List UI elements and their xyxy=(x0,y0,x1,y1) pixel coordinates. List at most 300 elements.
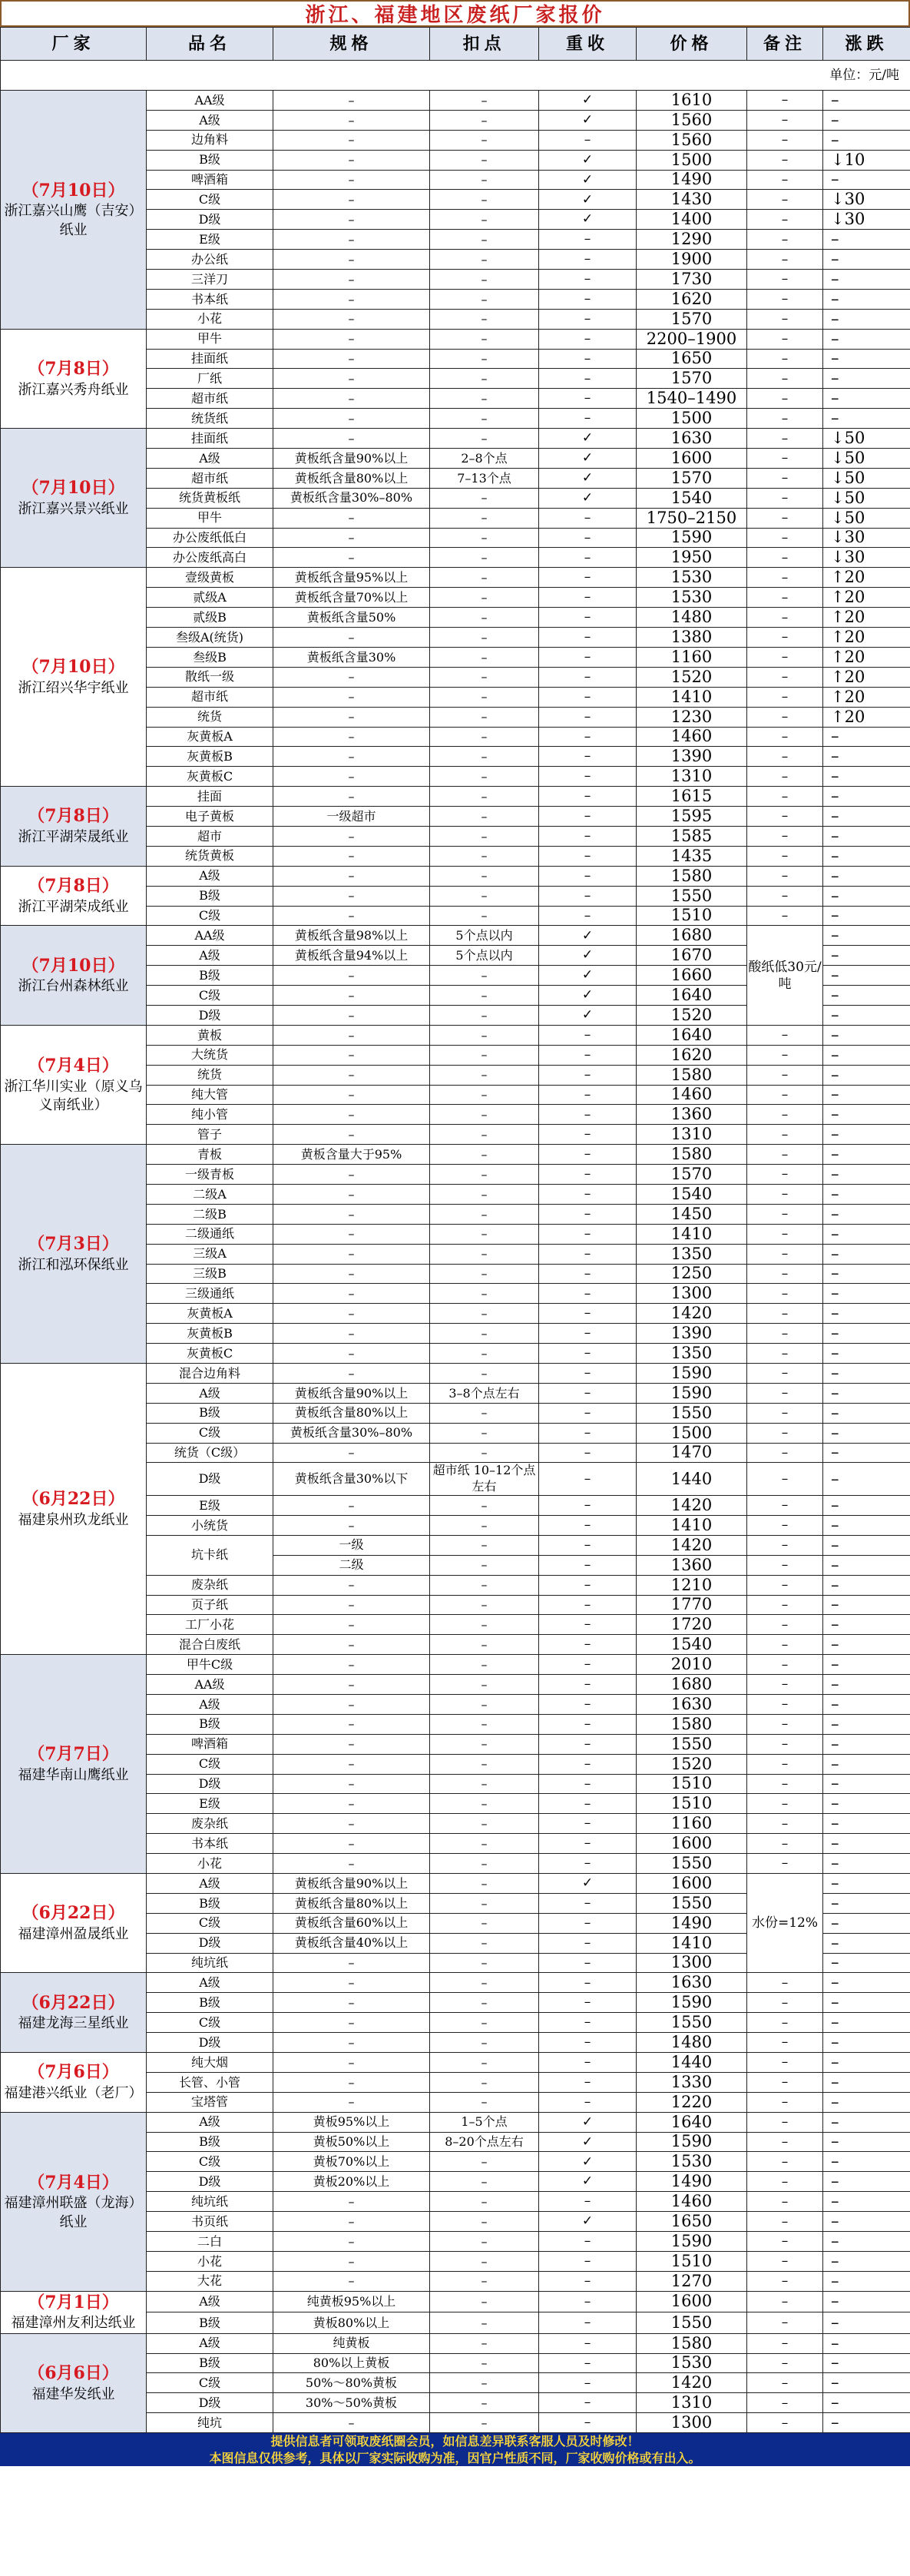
deduction-cell: – xyxy=(430,1873,539,1893)
reweigh-cell: ✓ xyxy=(539,210,637,230)
product-cell: 纯大烟 xyxy=(147,2052,273,2072)
company-date: （7月4日） xyxy=(28,1055,119,1076)
spec-cell: – xyxy=(273,429,430,449)
change-cell: – xyxy=(823,727,910,747)
reweigh-cell: – xyxy=(539,1423,637,1443)
spec-cell: – xyxy=(273,1443,430,1463)
product-cell: 办公废纸低白 xyxy=(147,528,273,548)
remark-cell: – xyxy=(747,210,823,230)
change-cell: ↑20 xyxy=(823,568,910,588)
reweigh-cell: – xyxy=(539,2393,637,2413)
change-cell: – xyxy=(823,409,910,429)
product-cell: C级 xyxy=(147,986,273,1006)
reweigh-cell: – xyxy=(539,1264,637,1284)
product-cell: C级 xyxy=(147,1423,273,1443)
reweigh-cell: – xyxy=(539,2033,637,2053)
reweigh-cell: – xyxy=(539,747,637,767)
spec-cell: – xyxy=(273,747,430,767)
change-cell: – xyxy=(823,369,910,389)
product-cell: 挂面纸 xyxy=(147,349,273,369)
company-date: （7月1日） xyxy=(28,2292,119,2312)
remark-cell: – xyxy=(747,270,823,290)
deduction-cell: – xyxy=(430,1515,539,1535)
price-cell: 1590 xyxy=(637,1993,747,2013)
unit-label: 单位：元/吨 xyxy=(1,61,910,91)
reweigh-cell: – xyxy=(539,548,637,568)
reweigh-cell: ✓ xyxy=(539,2212,637,2232)
reweigh-cell: – xyxy=(539,687,637,707)
company-name: 福建华南山鹰纸业 xyxy=(18,1766,129,1783)
price-cell: 1520 xyxy=(637,667,747,687)
spec-cell: – xyxy=(273,2212,430,2232)
reweigh-cell: – xyxy=(539,1675,637,1695)
change-cell: – xyxy=(823,1913,910,1933)
price-cell: 1540 xyxy=(637,1635,747,1655)
deduction-cell: – xyxy=(430,1595,539,1615)
price-cell: 1460 xyxy=(637,2192,747,2212)
price-cell: 1440 xyxy=(637,1463,747,1496)
product-cell: B级 xyxy=(147,1403,273,1423)
reweigh-cell: – xyxy=(539,1854,637,1874)
reweigh-cell: – xyxy=(539,329,637,349)
reweigh-cell: – xyxy=(539,1953,637,1973)
change-cell: ↓50 xyxy=(823,508,910,528)
reweigh-cell: – xyxy=(539,1694,637,1714)
reweigh-cell: – xyxy=(539,647,637,667)
change-cell: – xyxy=(823,1953,910,1973)
company-name: 浙江平湖荣成纸业 xyxy=(18,898,129,915)
company-cell xyxy=(1,1025,147,1144)
deduction-cell: – xyxy=(430,1615,539,1635)
change-cell: – xyxy=(823,1204,910,1224)
remark-cell: – xyxy=(747,2251,823,2271)
deduction-cell: – xyxy=(430,2291,539,2312)
product-cell: E级 xyxy=(147,1496,273,1516)
spec-cell: – xyxy=(273,707,430,727)
price-cell: 1640 xyxy=(637,1025,747,1045)
deduction-cell: 2–8个点 xyxy=(430,449,539,469)
reweigh-cell: – xyxy=(539,1383,637,1403)
remark-cell: – xyxy=(747,309,823,329)
reweigh-cell: ✓ xyxy=(539,2152,637,2172)
remark-cell: – xyxy=(747,1184,823,1204)
reweigh-cell: – xyxy=(539,369,637,389)
product-cell: 厂纸 xyxy=(147,369,273,389)
price-cell: 1510 xyxy=(637,906,747,926)
table-row xyxy=(1,329,910,349)
change-cell: – xyxy=(823,2132,910,2152)
deduction-cell: – xyxy=(430,966,539,986)
price-cell: 1530 xyxy=(637,588,747,608)
price-cell: 1330 xyxy=(637,2072,747,2092)
reweigh-cell: ✓ xyxy=(539,429,637,449)
table-row xyxy=(1,2052,910,2072)
price-cell: 1580 xyxy=(637,866,747,886)
product-cell: 甲牛 xyxy=(147,329,273,349)
price-cell: 1770 xyxy=(637,1595,747,1615)
deduction-cell: – xyxy=(430,1973,539,1993)
price-cell: 1500 xyxy=(637,1423,747,1443)
deduction-cell: – xyxy=(430,548,539,568)
reweigh-cell: – xyxy=(539,1714,637,1734)
price-cell: 1615 xyxy=(637,787,747,807)
reweigh-cell: ✓ xyxy=(539,110,637,130)
remark-cell: – xyxy=(747,1344,823,1364)
reweigh-cell: – xyxy=(539,1443,637,1463)
change-cell: – xyxy=(823,1105,910,1125)
spec-cell: – xyxy=(273,210,430,230)
deduction-cell: – xyxy=(430,1324,539,1344)
product-cell: B级 xyxy=(147,1893,273,1913)
reweigh-cell: – xyxy=(539,1364,637,1384)
remark-cell: – xyxy=(747,1244,823,1264)
remark-cell: – xyxy=(747,1125,823,1145)
deduction-cell: 1–5个点 xyxy=(430,2112,539,2132)
product-cell: C级 xyxy=(147,906,273,926)
header-change: 涨跌 xyxy=(823,28,910,61)
product-cell: 挂面 xyxy=(147,787,273,807)
price-cell: 1670 xyxy=(637,946,747,966)
deduction-cell: – xyxy=(430,608,539,628)
spec-cell: – xyxy=(273,1085,430,1105)
remark-cell: 水份=12% xyxy=(747,1873,823,1972)
reweigh-cell: – xyxy=(539,1125,637,1145)
reweigh-cell: – xyxy=(539,1893,637,1913)
remark-cell: – xyxy=(747,886,823,906)
deduction-cell: – xyxy=(430,2251,539,2271)
spec-cell: – xyxy=(273,1165,430,1185)
price-cell: 1490 xyxy=(637,170,747,190)
remark-cell: – xyxy=(747,1204,823,1224)
company-date: （7月6日） xyxy=(28,2062,119,2083)
spec-cell: 50%～80%黄板 xyxy=(273,2373,430,2393)
deduction-cell: – xyxy=(430,1496,539,1516)
price-cell: 1500 xyxy=(637,409,747,429)
change-cell: – xyxy=(823,2353,910,2373)
deduction-cell: – xyxy=(430,1423,539,1443)
deduction-cell: 5个点以内 xyxy=(430,946,539,966)
company-cell xyxy=(1,568,147,787)
product-cell: 混合白废纸 xyxy=(147,1635,273,1655)
deduction-cell: – xyxy=(430,2052,539,2072)
remark-cell: – xyxy=(747,329,823,349)
spec-cell: 黄板纸含量90%以上 xyxy=(273,1383,430,1403)
deduction-cell: – xyxy=(430,826,539,846)
remark-cell: – xyxy=(747,747,823,767)
product-cell: B级 xyxy=(147,966,273,986)
deduction-cell: – xyxy=(430,906,539,926)
deduction-cell: – xyxy=(430,1635,539,1655)
reweigh-cell: – xyxy=(539,807,637,827)
spec-cell: – xyxy=(273,1065,430,1085)
company-date: （7月7日） xyxy=(28,1744,119,1765)
table-row xyxy=(1,866,910,886)
spec-cell: – xyxy=(273,2413,430,2433)
price-cell: 1550 xyxy=(637,1854,747,1874)
price-cell: 1630 xyxy=(637,429,747,449)
product-cell: 纯坑纸 xyxy=(147,1953,273,1973)
change-cell: ↓30 xyxy=(823,210,910,230)
spec-cell: – xyxy=(273,250,430,270)
company-name: 浙江绍兴华宇纸业 xyxy=(18,679,129,696)
deduction-cell: – xyxy=(430,1085,539,1105)
change-cell: – xyxy=(823,767,910,787)
change-cell: – xyxy=(823,2192,910,2212)
change-cell: – xyxy=(823,130,910,150)
product-cell: 宝塔管 xyxy=(147,2092,273,2112)
product-cell: 纯大管 xyxy=(147,1085,273,1105)
reweigh-cell: – xyxy=(539,2072,637,2092)
remark-cell: – xyxy=(747,707,823,727)
company-cell xyxy=(1,2291,147,2333)
price-cell: 1420 xyxy=(637,1535,747,1555)
product-cell: 纯坑 xyxy=(147,2413,273,2433)
product-cell: 一级青板 xyxy=(147,1165,273,1185)
reweigh-cell: – xyxy=(539,1515,637,1535)
product-cell: A级 xyxy=(147,866,273,886)
spec-cell: – xyxy=(273,1105,430,1125)
change-cell: – xyxy=(823,1145,910,1165)
unit-row xyxy=(1,61,910,91)
reweigh-cell: ✓ xyxy=(539,966,637,986)
price-cell: 1420 xyxy=(637,2373,747,2393)
spec-cell: – xyxy=(273,170,430,190)
remark-cell: – xyxy=(747,2132,823,2152)
change-cell: – xyxy=(823,1065,910,1085)
product-cell: 啤酒箱 xyxy=(147,170,273,190)
change-cell: – xyxy=(823,2393,910,2413)
reweigh-cell: – xyxy=(539,1304,637,1324)
company-cell xyxy=(1,2333,147,2432)
change-cell: – xyxy=(823,2112,910,2132)
change-cell: – xyxy=(823,1383,910,1403)
remark-cell: – xyxy=(747,866,823,886)
deduction-cell: – xyxy=(430,1814,539,1834)
remark-cell: – xyxy=(747,1973,823,1993)
change-cell: ↓30 xyxy=(823,548,910,568)
table-row xyxy=(1,787,910,807)
remark-cell: – xyxy=(747,1734,823,1754)
product-cell: 工厂小花 xyxy=(147,1615,273,1635)
change-cell: – xyxy=(823,1085,910,1105)
remark-cell: – xyxy=(747,1754,823,1774)
spec-cell: – xyxy=(273,130,430,150)
product-cell: 灰黄板B xyxy=(147,747,273,767)
change-cell: ↓50 xyxy=(823,429,910,449)
price-cell: 1640 xyxy=(637,986,747,1006)
remark-cell: – xyxy=(747,1224,823,1244)
price-cell: 1560 xyxy=(637,110,747,130)
product-cell: 小花 xyxy=(147,2251,273,2271)
price-cell: 1595 xyxy=(637,807,747,827)
reweigh-cell: – xyxy=(539,1065,637,1085)
change-cell: – xyxy=(823,1595,910,1615)
change-cell: – xyxy=(823,349,910,369)
remark-cell: – xyxy=(747,2072,823,2092)
product-cell: 废杂纸 xyxy=(147,1814,273,1834)
deduction-cell: – xyxy=(430,1304,539,1324)
spec-cell: – xyxy=(273,409,430,429)
product-cell: B级 xyxy=(147,1993,273,2013)
price-cell: 1620 xyxy=(637,289,747,309)
reweigh-cell: – xyxy=(539,767,637,787)
change-cell: – xyxy=(823,389,910,409)
spec-cell: 二级 xyxy=(273,1555,430,1575)
price-cell: 1410 xyxy=(637,1933,747,1953)
price-cell: 1510 xyxy=(637,1794,747,1814)
header-row xyxy=(1,28,910,61)
reweigh-cell: – xyxy=(539,1085,637,1105)
deduction-cell: – xyxy=(430,2192,539,2212)
change-cell: – xyxy=(823,1535,910,1555)
table-row xyxy=(1,1973,910,1993)
change-cell: – xyxy=(823,1515,910,1535)
change-cell: – xyxy=(823,986,910,1006)
reweigh-cell: – xyxy=(539,1814,637,1834)
spec-cell: – xyxy=(273,1515,430,1535)
change-cell: – xyxy=(823,309,910,329)
deduction-cell: – xyxy=(430,250,539,270)
price-cell: 1410 xyxy=(637,1515,747,1535)
company-name: 福建港兴纸业（老厂） xyxy=(4,2085,143,2102)
company-date: （6月6日） xyxy=(28,2362,119,2383)
product-cell: 黄板 xyxy=(147,1025,273,1045)
reweigh-cell: ✓ xyxy=(539,190,637,210)
deduction-cell: – xyxy=(430,687,539,707)
remark-cell: – xyxy=(747,409,823,429)
spec-cell: – xyxy=(273,866,430,886)
footer-line-2: 本图信息仅供参考，具体以厂家实际收购为准，因官户性质不同，厂家收购价格或有出入。 xyxy=(209,2450,701,2465)
price-cell: 1620 xyxy=(637,1045,747,1065)
price-cell: 2200–1900 xyxy=(637,329,747,349)
price-cell: 1270 xyxy=(637,2271,747,2291)
spec-cell: – xyxy=(273,1834,430,1854)
spec-cell: 黄板纸含量94%以上 xyxy=(273,946,430,966)
deduction-cell: – xyxy=(430,2072,539,2092)
product-cell: B级 xyxy=(147,150,273,170)
product-cell: 挂面纸 xyxy=(147,429,273,449)
deduction-cell: – xyxy=(430,389,539,409)
reweigh-cell: – xyxy=(539,846,637,866)
spec-cell: 黄板纸含量30%–80% xyxy=(273,488,430,508)
product-cell: C级 xyxy=(147,2152,273,2172)
change-cell: – xyxy=(823,826,910,846)
deduction-cell: – xyxy=(430,1754,539,1774)
reweigh-cell: – xyxy=(539,1834,637,1854)
spec-cell: – xyxy=(273,1364,430,1384)
change-cell: – xyxy=(823,1834,910,1854)
company-name: 浙江嘉兴山鹰（吉安）纸业 xyxy=(4,203,143,238)
change-cell: – xyxy=(823,2413,910,2433)
deduction-cell: – xyxy=(430,2393,539,2413)
deduction-cell: – xyxy=(430,628,539,648)
price-cell: 1540 xyxy=(637,488,747,508)
price-cell: 1380 xyxy=(637,628,747,648)
spec-cell: – xyxy=(273,767,430,787)
change-cell: – xyxy=(823,1675,910,1695)
header-spec: 规格 xyxy=(273,28,430,61)
deduction-cell: – xyxy=(430,846,539,866)
product-cell: 管子 xyxy=(147,1125,273,1145)
reweigh-cell: – xyxy=(539,1463,637,1496)
product-cell: 边角料 xyxy=(147,130,273,150)
reweigh-cell: – xyxy=(539,2251,637,2271)
reweigh-cell: – xyxy=(539,826,637,846)
product-cell: 二白 xyxy=(147,2232,273,2252)
product-cell: B级 xyxy=(147,2353,273,2373)
table-row xyxy=(1,1364,910,1384)
change-cell: ↑20 xyxy=(823,608,910,628)
change-cell: – xyxy=(823,1873,910,1893)
change-cell: – xyxy=(823,1615,910,1635)
change-cell: – xyxy=(823,926,910,946)
product-cell: 二级B xyxy=(147,1204,273,1224)
change-cell: – xyxy=(823,2251,910,2271)
spec-cell: 80%以上黄板 xyxy=(273,2353,430,2373)
product-cell: 超市 xyxy=(147,826,273,846)
spec-cell: – xyxy=(273,886,430,906)
company-name: 福建龙海三星纸业 xyxy=(18,2015,129,2032)
price-cell: 1660 xyxy=(637,966,747,986)
change-cell: ↑20 xyxy=(823,707,910,727)
spec-cell: – xyxy=(273,1184,430,1204)
product-cell: A级 xyxy=(147,2112,273,2132)
change-cell: – xyxy=(823,886,910,906)
reweigh-cell: ✓ xyxy=(539,986,637,1006)
spec-cell: 黄板纸含量98%以上 xyxy=(273,926,430,946)
product-cell: 电子黄板 xyxy=(147,807,273,827)
product-cell: A级 xyxy=(147,110,273,130)
price-table xyxy=(0,27,910,2433)
reweigh-cell: – xyxy=(539,1324,637,1344)
deduction-cell: – xyxy=(430,2092,539,2112)
spec-cell: 纯黄板95%以上 xyxy=(273,2291,430,2312)
price-cell: 1520 xyxy=(637,1005,747,1025)
change-cell: – xyxy=(823,2291,910,2312)
change-cell: – xyxy=(823,1324,910,1344)
deduction-cell: – xyxy=(430,349,539,369)
product-cell: 统货 xyxy=(147,1065,273,1085)
remark-cell: – xyxy=(747,1443,823,1463)
header-price: 价格 xyxy=(637,28,747,61)
price-cell: 1540–1490 xyxy=(637,389,747,409)
product-cell: 办公纸 xyxy=(147,250,273,270)
product-cell: 书本纸 xyxy=(147,1834,273,1854)
remark-cell: – xyxy=(747,1854,823,1874)
change-cell: – xyxy=(823,2312,910,2334)
spec-cell: – xyxy=(273,826,430,846)
change-cell: – xyxy=(823,966,910,986)
deduction-cell: – xyxy=(430,2172,539,2192)
spec-cell: – xyxy=(273,1714,430,1734)
spec-cell: – xyxy=(273,1635,430,1655)
spec-cell: – xyxy=(273,1284,430,1304)
table-row xyxy=(1,2112,910,2132)
change-cell: – xyxy=(823,1184,910,1204)
remark-cell: – xyxy=(747,787,823,807)
change-cell: – xyxy=(823,866,910,886)
remark-cell: – xyxy=(747,449,823,469)
remark-cell: – xyxy=(747,349,823,369)
deduction-cell: – xyxy=(430,1675,539,1695)
remark-cell: – xyxy=(747,369,823,389)
deduction-cell: – xyxy=(430,747,539,767)
remark-cell: – xyxy=(747,150,823,170)
price-cell: 1460 xyxy=(637,727,747,747)
change-cell: ↓50 xyxy=(823,449,910,469)
reweigh-cell: – xyxy=(539,1535,637,1555)
reweigh-cell: – xyxy=(539,2333,637,2353)
